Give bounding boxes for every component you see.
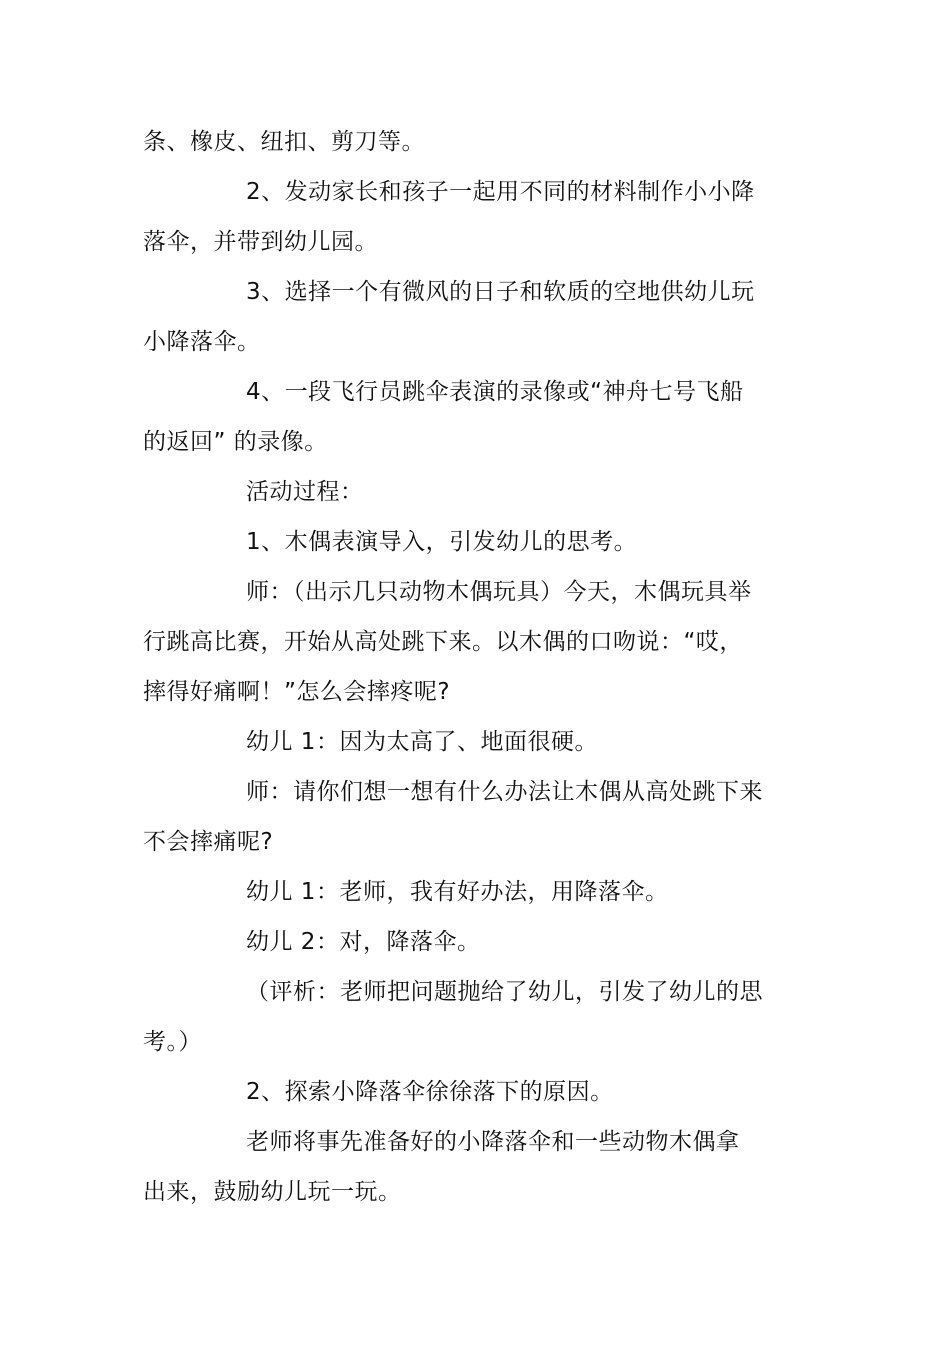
text-line-3: 落伞，并带到幼儿园。	[143, 229, 378, 255]
text-line-20: 2、探索小降落伞徐徐落下的原因。	[246, 1079, 614, 1105]
text-line-9: 1、木偶表演导入，引发幼儿的思考。	[246, 529, 638, 555]
text-line-17: 幼儿 2：对，降落伞。	[246, 929, 481, 955]
text-line-4: 3、选择一个有微风的日子和软质的空地供幼儿玩	[246, 279, 755, 305]
text-line-18: （评析：老师把问题抛给了幼儿，引发了幼儿的思	[246, 979, 763, 1005]
text-line-19: 考。）	[143, 1029, 202, 1055]
text-line-13: 幼儿 1：因为太高了、地面很硬。	[246, 729, 598, 755]
text-line-8: 活动过程：	[246, 479, 364, 505]
text-line-6: 4、一段飞行员跳伞表演的录像或“神舟七号飞船	[246, 379, 744, 405]
text-line-7: 的返回” 的录像。	[143, 429, 328, 455]
text-line-12: 摔得好痛啊！”怎么会摔疼呢?	[143, 679, 451, 705]
text-line-2: 2、发动家长和孩子一起用不同的材料制作小小降	[246, 179, 755, 205]
text-line-22: 出来，鼓励幼儿玩一玩。	[143, 1179, 402, 1205]
text-line-15: 不会摔痛呢?	[143, 829, 274, 855]
text-line-1: 条、橡皮、纽扣、剪刀等。	[143, 129, 425, 155]
text-line-16: 幼儿 1：老师，我有好办法，用降落伞。	[246, 879, 669, 905]
text-line-14: 师：请你们想一想有什么办法让木偶从高处跳下来	[246, 779, 763, 805]
text-line-21: 老师将事先准备好的小降落伞和一些动物木偶拿	[246, 1129, 740, 1155]
text-line-5: 小降落伞。	[143, 329, 261, 355]
text-line-11: 行跳高比赛，开始从高处跳下来。以木偶的口吻说：“哎，	[143, 629, 743, 655]
text-line-10: 师：（出示几只动物木偶玩具）今天，木偶玩具举	[246, 579, 752, 605]
